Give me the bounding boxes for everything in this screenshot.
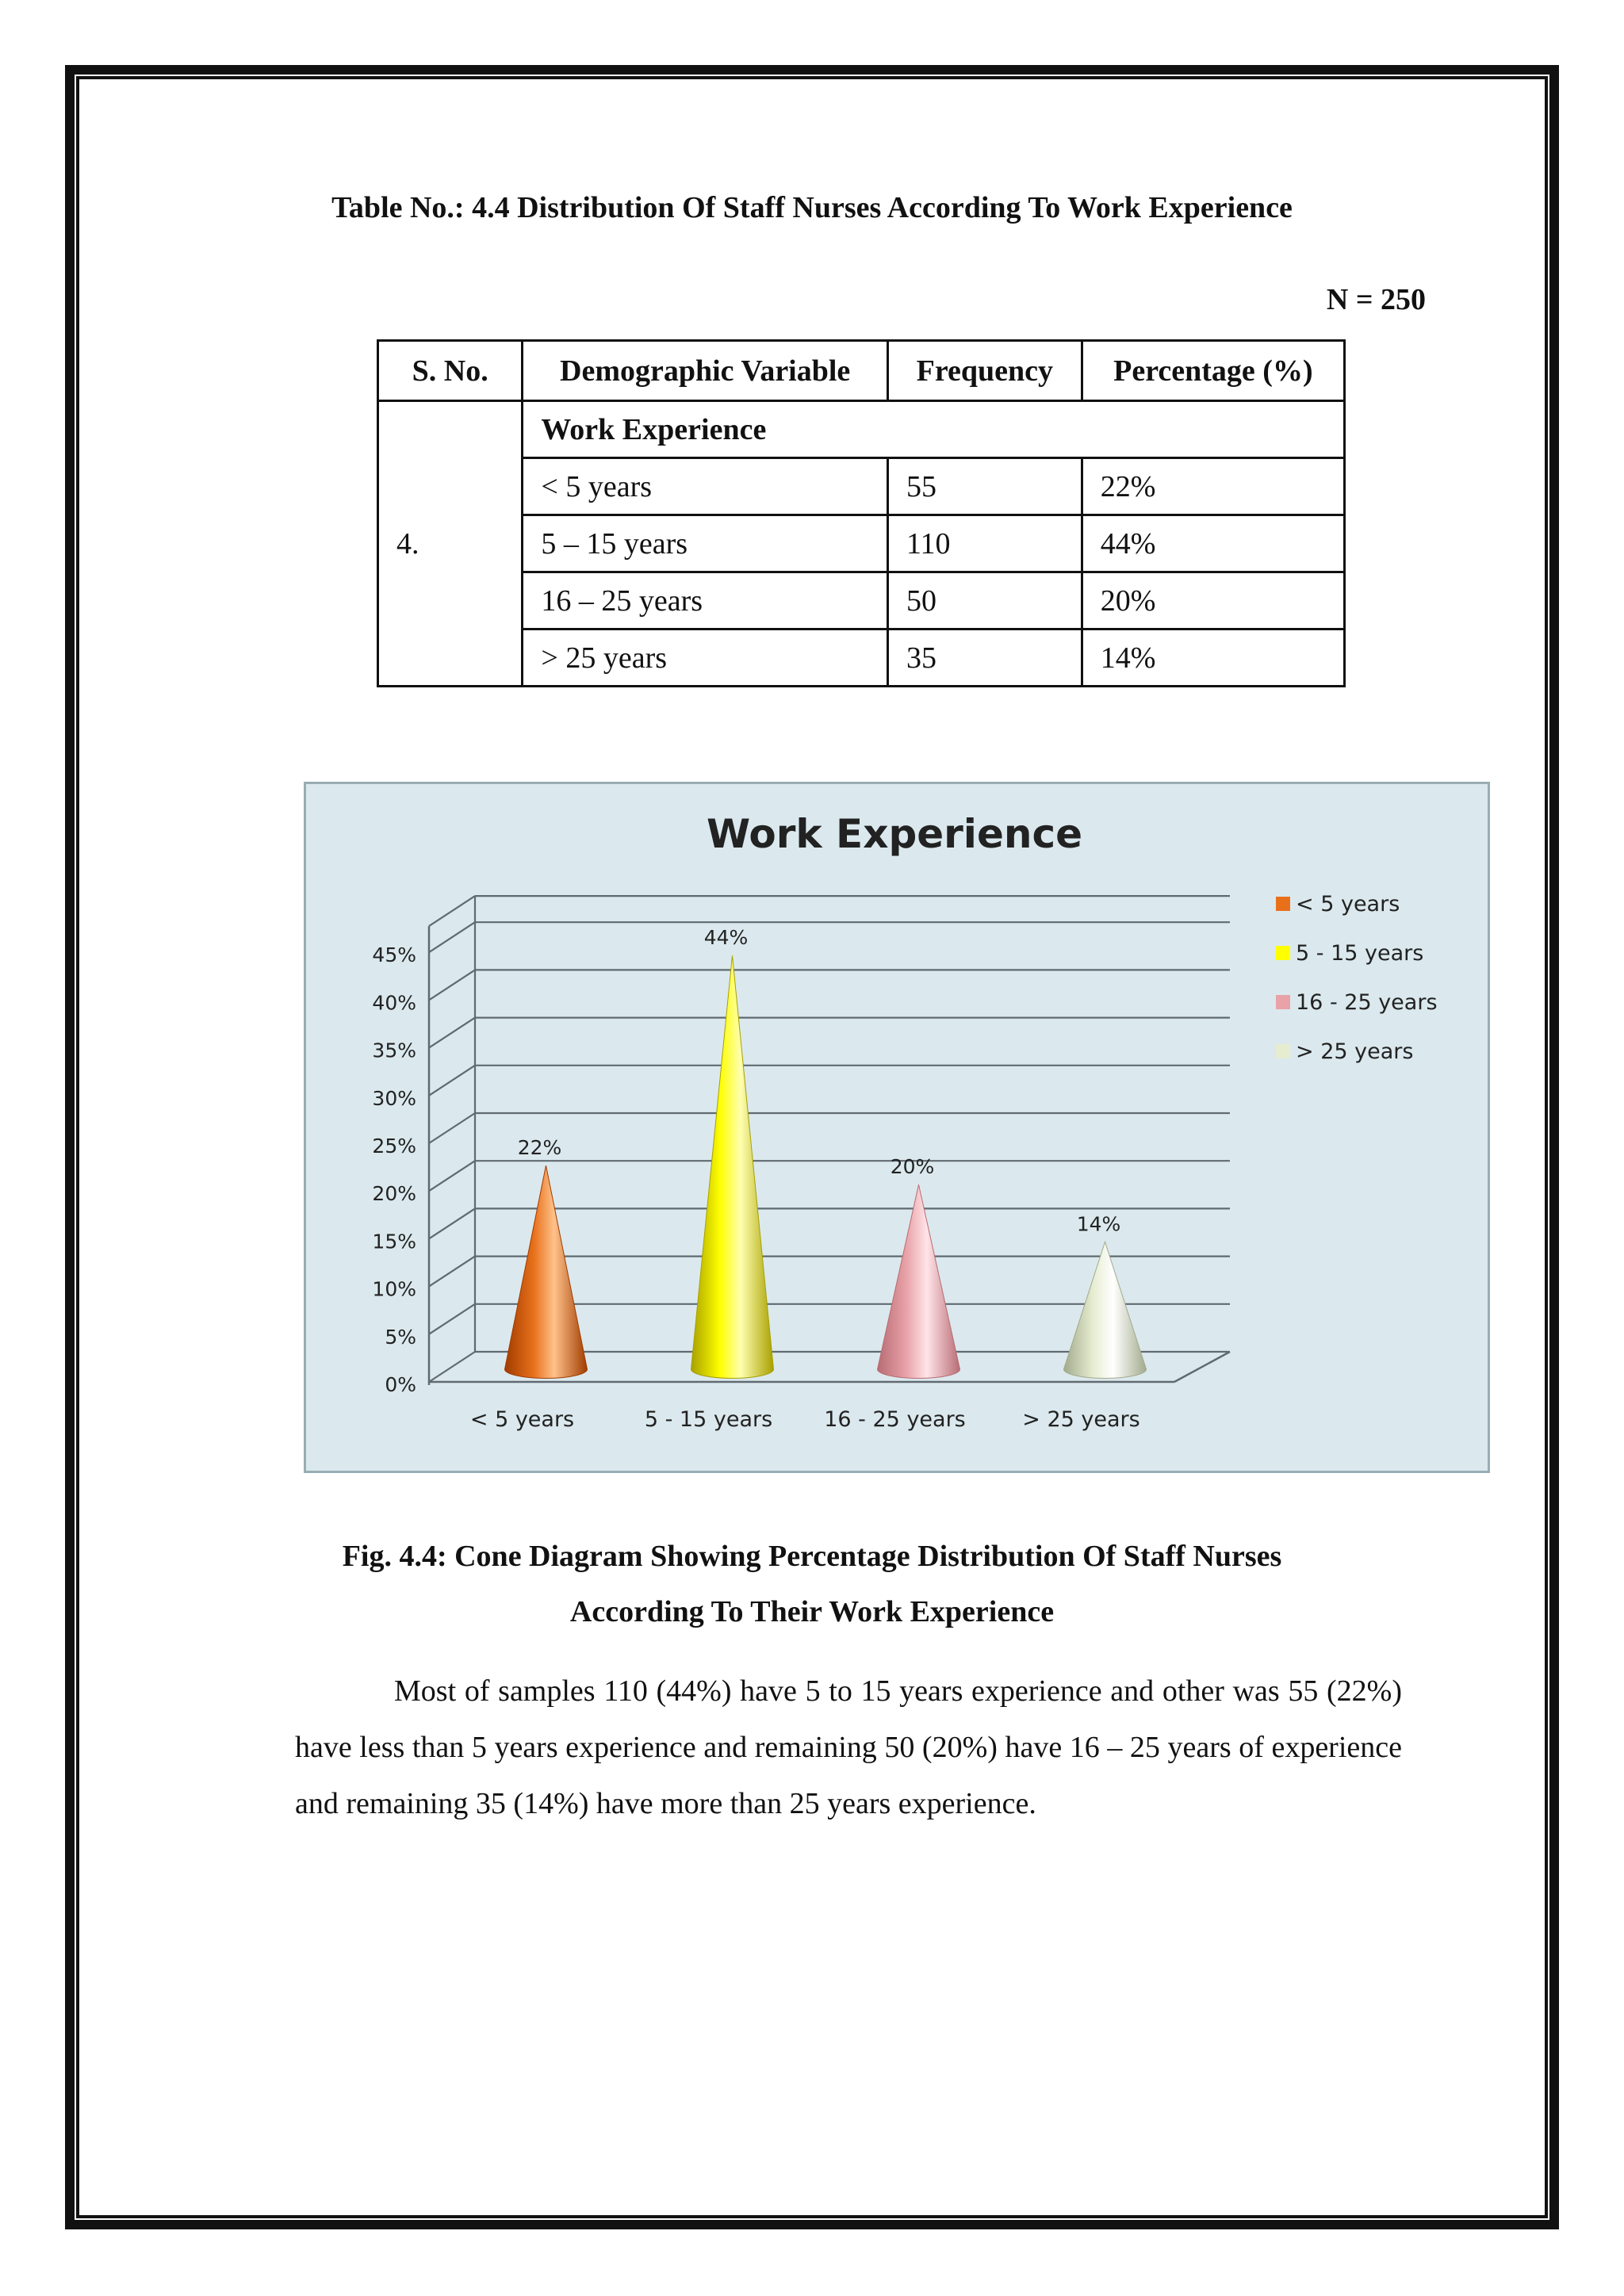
percentage-cell: 20%	[1082, 572, 1344, 629]
cone-bar	[691, 955, 774, 1378]
table-row	[378, 458, 1345, 515]
variable-cell: < 5 years	[523, 458, 888, 515]
grid-line-diagonal	[429, 1066, 475, 1096]
data-label: 22%	[517, 1136, 562, 1160]
figure-caption-line-2: According To Their Work Experience	[569, 1595, 1055, 1628]
grid-line-diagonal	[429, 1208, 475, 1238]
figure-caption-line-1: Fig. 4.4: Cone Diagram Showing Percentage Distribution Of Staff Nurses	[342, 1540, 1282, 1573]
work-experience-table	[377, 339, 1346, 687]
table-title: Table No.: 4.4 Distribution Of Staff Nurses According To Work Experience	[331, 191, 1293, 224]
legend-item: 5 - 15 years	[1296, 941, 1424, 966]
y-tick-label: 35%	[372, 1039, 416, 1062]
legend-swatch	[1276, 946, 1290, 960]
serial-number-cell: 4.	[378, 401, 523, 687]
header-percentage: Percentage (%)	[1082, 341, 1344, 401]
x-tick-label: 5 - 15 years	[644, 1407, 773, 1432]
chart-series	[505, 926, 1147, 1378]
data-label: 44%	[703, 926, 749, 950]
floor-right-edge	[1174, 1352, 1230, 1382]
variable-cell: 5 – 15 years	[523, 515, 888, 572]
header-variable: Demographic Variable	[523, 341, 888, 401]
legend-swatch	[1276, 1044, 1290, 1058]
grid-line-diagonal	[429, 922, 475, 952]
y-tick-label: 45%	[372, 943, 416, 967]
x-tick-label: 16 - 25 years	[824, 1407, 966, 1432]
data-label: 14%	[1076, 1212, 1121, 1236]
sample-size-label: N = 250	[1326, 283, 1426, 316]
y-tick-label: 0%	[385, 1373, 416, 1396]
variable-cell: > 25 years	[523, 629, 888, 687]
percentage-cell: 44%	[1082, 515, 1344, 572]
grid-line-diagonal	[429, 1304, 475, 1334]
y-tick-label: 30%	[372, 1086, 416, 1110]
percentage-cell: 14%	[1082, 629, 1344, 687]
x-tick-label: > 25 years	[1022, 1407, 1140, 1432]
grid-line-diagonal	[429, 1161, 475, 1191]
x-tick-label: < 5 years	[469, 1407, 575, 1432]
y-tick-label: 10%	[372, 1277, 416, 1301]
table-row	[378, 401, 1345, 458]
cone-bar	[1064, 1242, 1147, 1378]
grid-line-diagonal	[429, 970, 475, 1000]
percentage-cell: 22%	[1082, 458, 1344, 515]
table-row	[378, 515, 1345, 572]
chart-title: Work Experience	[707, 811, 1082, 857]
legend-item: 16 - 25 years	[1296, 990, 1438, 1015]
header-frequency: Frequency	[887, 341, 1082, 401]
y-tick-label: 25%	[372, 1135, 416, 1158]
frequency-cell: 110	[887, 515, 1082, 572]
grid-line-diagonal	[429, 896, 475, 926]
table-header-row	[378, 341, 1345, 401]
legend-swatch	[1276, 995, 1290, 1009]
x-axis	[470, 1407, 1140, 1432]
table-row	[378, 572, 1345, 629]
grid-line-diagonal	[429, 1352, 475, 1382]
y-tick-label: 5%	[385, 1325, 416, 1349]
legend-swatch	[1276, 897, 1290, 911]
group-label-cell: Work Experience	[523, 401, 1345, 458]
variable-cell: 16 – 25 years	[523, 572, 888, 629]
y-tick-label: 15%	[372, 1230, 416, 1253]
grid-line-diagonal	[429, 1113, 475, 1143]
y-tick-label: 20%	[372, 1182, 416, 1206]
frequency-cell: 50	[887, 572, 1082, 629]
legend-item: > 25 years	[1296, 1039, 1414, 1064]
header-sno: S. No.	[378, 341, 523, 401]
legend-item: < 5 years	[1296, 892, 1400, 916]
table-row	[378, 629, 1345, 687]
grid-line-diagonal	[429, 1018, 475, 1048]
data-label: 20%	[890, 1155, 935, 1179]
grid-line-diagonal	[429, 1257, 475, 1287]
cone-bar	[878, 1184, 960, 1378]
body-paragraph: Most of samples 110 (44%) have 5 to 15 years experience and other was 55 (22%) have less than 5 years experience and remaining 50 (20%) have 16 – 25 years of experience and remaining 35 (14%) have more than 25 years experience.	[295, 1674, 1402, 1820]
y-tick-label: 40%	[372, 991, 416, 1015]
figure-caption	[0, 1529, 1624, 1640]
chart-canvas	[306, 784, 1488, 1471]
chart-legend	[1276, 892, 1438, 1064]
cone-bar	[505, 1165, 588, 1378]
cone-chart	[304, 782, 1490, 1473]
frequency-cell: 35	[887, 629, 1082, 687]
frequency-cell: 55	[887, 458, 1082, 515]
